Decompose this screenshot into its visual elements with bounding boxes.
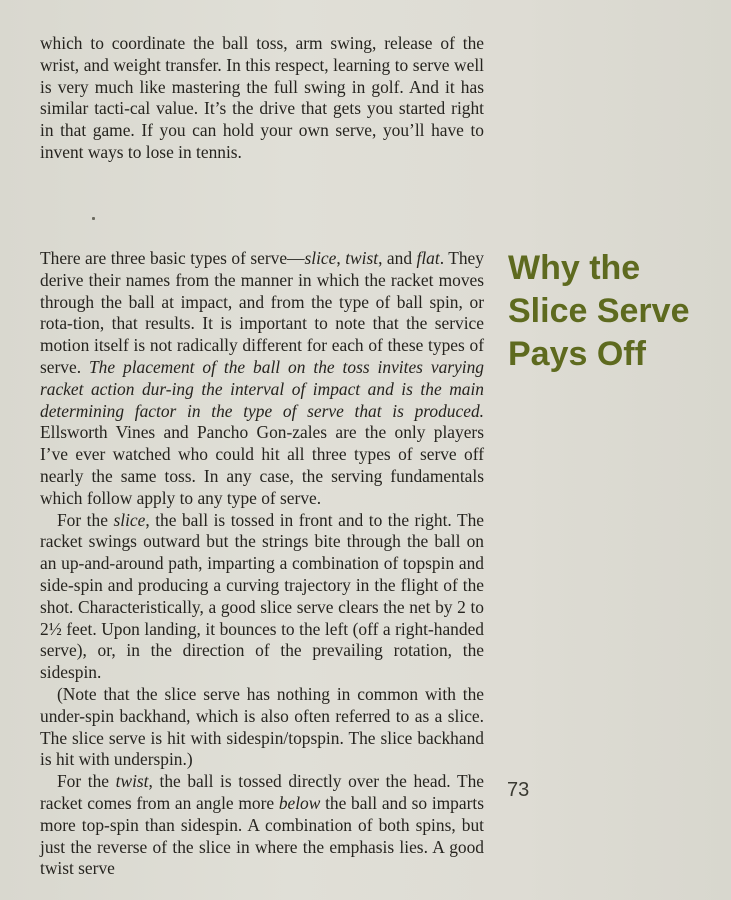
body-text (40, 248, 484, 880)
slice-term: slice (304, 248, 337, 268)
serve-types-comma-1: , (336, 248, 346, 268)
twist-text-2: , the ball is tossed directly over the head. The racket comes from an angle more (40, 771, 484, 813)
twist-para-term: twist (115, 771, 149, 792)
print-speck (92, 217, 95, 220)
twist-text-3: the ball and so imparts more top-spin than sidespin. A combination of both spins, but just the reverse of the slice in where the emphasis lies. A good twist serve (40, 792, 484, 879)
flat-term: flat (416, 248, 440, 268)
below-emphasis: below (278, 792, 321, 813)
slice-paragraph (40, 510, 484, 684)
serve-types-emphasis: The placement of the ball on the toss invites varying racket action dur-ing the interval of impact and is the main determining factor in the type of serve that is produced. (40, 356, 484, 421)
slice-text-2: , the ball is tossed in front and to the right. The racket swings outward but the strings bite through the ball on an up-and-around path, imparting a combination of topspin and side-spin and producing a curving trajectory in the flight of the shot. Characteristically, a good slice serve clears the net by 2 to 2½ feet. Upon landing, it bounces to the left (off a right-handed serve), or, in the direction of the prevailing rotation, the sidespin. (40, 509, 485, 683)
serve-types-paragraph (40, 248, 484, 510)
slice-para-term: slice (113, 509, 146, 530)
serve-types-text-1: There are three basic types of serve— (40, 248, 305, 268)
serve-types-text-3: Ellsworth Vines and Pancho Gon-zales are the only players I’ve ever watched who could hit all three types of serve off nearly the same toss. In any case, the serving fundamentals which follow apply to any type of serve. (40, 422, 484, 508)
heading-line-2: Slice Serve (508, 292, 690, 330)
heading-line-1: Why the (508, 249, 641, 287)
intro-paragraph (40, 33, 484, 164)
page-number: 73 (507, 779, 530, 801)
section-heading (508, 247, 723, 376)
serve-types-comma-2: , and (378, 248, 417, 268)
intro-text: which to coordinate the ball toss, arm swing, release of the wrist, and weight transfer. In this respect, learning to serve well is very much like mastering the full swing in golf. And it has similar tacti-cal value. It’s the drive that gets you started right in that game. If you can hold your own serve, you’ll have to invent ways to lose in tennis. (40, 33, 484, 162)
slice-text-1: For the (57, 509, 114, 530)
twist-term: twist (345, 248, 379, 268)
note-paragraph: (Note that the slice serve has nothing in common with the under-spin backhand, which is also often referred to as a slice. The slice serve is hit with sidespin/topspin. The slice backhand is hit with underspin.) (40, 683, 484, 770)
twist-text-1: For the (57, 771, 116, 792)
heading-line-3: Pays Off (508, 335, 646, 373)
twist-paragraph (40, 771, 484, 880)
serve-types-text-2: . They derive their names from the manner in which the racket moves through the ball at impact, and from the type of ball spin, or rota-tion, that results. It is important to note that the service motion itself is not radically different for each of these types of serve. (40, 248, 484, 377)
